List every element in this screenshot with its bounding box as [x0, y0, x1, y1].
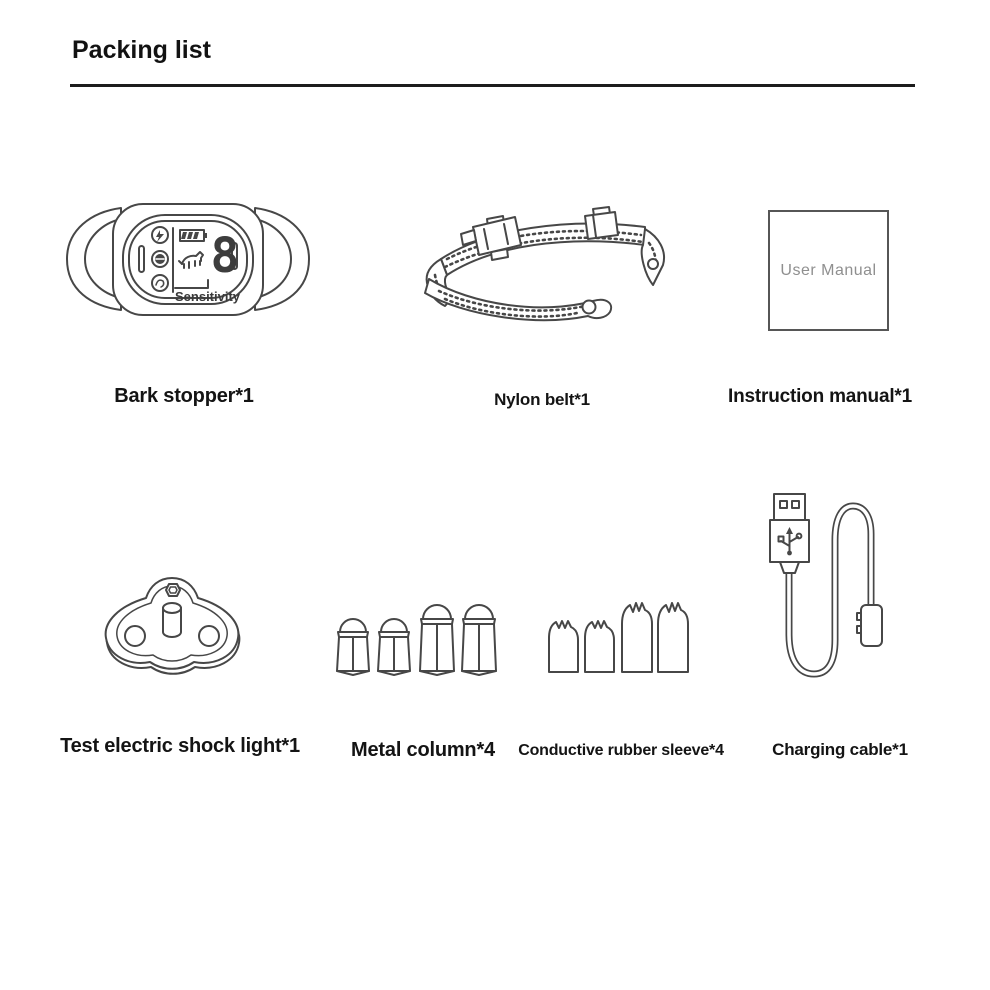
metal-column-tall: [420, 605, 454, 675]
screw-hole-icon: [125, 626, 145, 646]
belt-right-end: [642, 229, 664, 285]
metal-column-tall: [462, 605, 496, 675]
nylon-belt-illustration: [417, 203, 677, 328]
level-digit-display: 8: [210, 228, 240, 284]
sensitivity-label: Sensitivity: [175, 289, 241, 304]
metal-column-illustration: [332, 587, 502, 682]
screw-hole-icon: [199, 626, 219, 646]
belt-front-band: [425, 279, 611, 320]
user-manual-illustration: [768, 210, 889, 331]
manual-cover-text: User Manual: [780, 261, 877, 279]
charging-cable-label: Charging cable*1: [772, 740, 908, 759]
rubber-sleeve-tall: [658, 603, 688, 672]
title-divider: [70, 84, 915, 87]
usb-plug-icon: [770, 494, 809, 573]
metal-column-label: Metal column*4: [351, 739, 495, 761]
rivet-hole-icon: [583, 301, 596, 314]
belt-slider-icon: [585, 207, 618, 239]
rubber-sleeve-short: [549, 621, 578, 672]
rubber-sleeve-illustration: [545, 592, 695, 677]
rubber-sleeve-label: Conductive rubber sleeve*4: [518, 742, 724, 759]
shock-test-light-label: Test electric shock light*1: [60, 735, 300, 757]
instruction-manual-label: Instruction manual*1: [728, 386, 912, 407]
magnetic-connector-icon: [857, 605, 882, 646]
rubber-sleeve-short: [585, 621, 614, 672]
nylon-belt-label: Nylon belt*1: [494, 390, 590, 409]
metal-column-short: [378, 619, 410, 675]
page-title: Packing list: [72, 36, 211, 64]
shock-test-light-illustration: [97, 574, 247, 682]
bark-stopper-label: Bark stopper*1: [114, 385, 254, 407]
rivet-hole-icon: [648, 259, 658, 269]
charging-cable-illustration: [750, 492, 885, 697]
metal-column-short: [337, 619, 369, 675]
bark-stopper-illustration: [63, 202, 313, 317]
rubber-sleeve-tall: [622, 603, 652, 672]
